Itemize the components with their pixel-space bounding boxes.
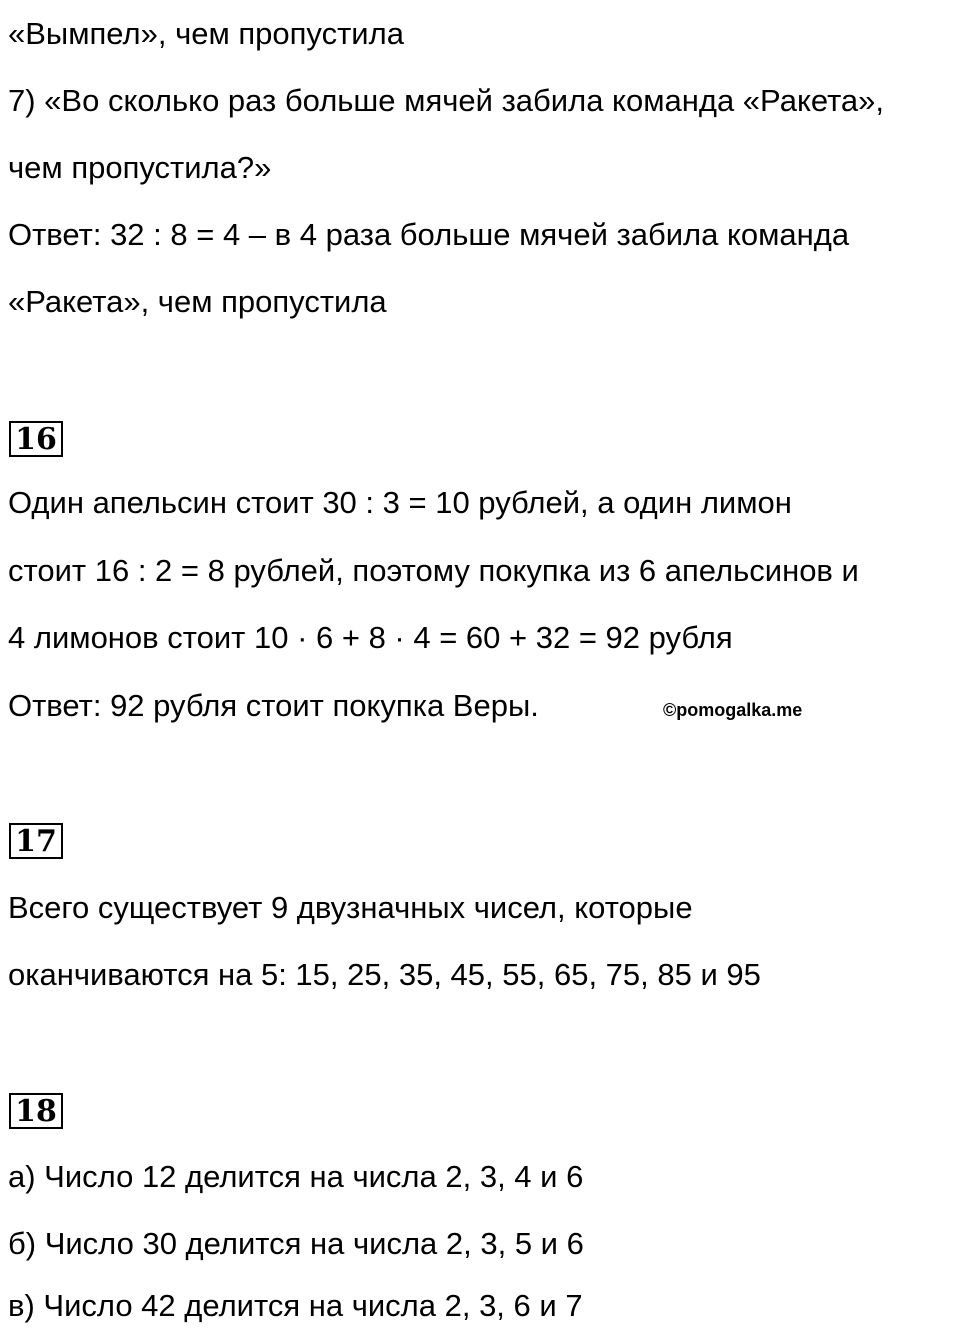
task-number-18: 18 [9, 1093, 63, 1129]
task16-answer: Ответ: 92 рубля стоит покупка Веры. [8, 688, 539, 723]
text-line: 7) «Во сколько раз больше мячей забила команда «Ракета», [8, 83, 885, 118]
task18-line: в) Число 42 делится на числа 2, 3, 6 и 7 [8, 1288, 583, 1323]
task-number-16: 16 [9, 421, 63, 457]
task17-line: Всего существует 9 двузначных чисел, которые [8, 890, 693, 925]
text-line: чем пропустила?» [8, 150, 272, 185]
task18-line: б) Число 30 делится на числа 2, 3, 5 и 6 [8, 1226, 584, 1261]
task16-line: 4 лимонов стоит 10 · 6 + 8 · 4 = 60 + 32 = 92 рубля [8, 620, 733, 655]
text-line: «Вымпел», чем пропустила [8, 16, 404, 51]
text-line: «Ракета», чем пропустила [8, 284, 387, 319]
task-number-17: 17 [9, 823, 63, 859]
task16-line: Один апельсин стоит 30 : 3 = 10 рублей, а один лимон [8, 485, 792, 520]
task18-line: а) Число 12 делится на числа 2, 3, 4 и 6 [8, 1159, 584, 1194]
watermark: ©pomogalka.me [663, 700, 803, 720]
text-line: Ответ: 32 : 8 = 4 – в 4 раза больше мячей забила команда [8, 217, 850, 252]
task16-line: стоит 16 : 2 = 8 рублей, поэтому покупка из 6 апельсинов и [8, 553, 859, 588]
task17-line: оканчиваются на 5: 15, 25, 35, 45, 55, 65, 75, 85 и 95 [8, 957, 761, 992]
